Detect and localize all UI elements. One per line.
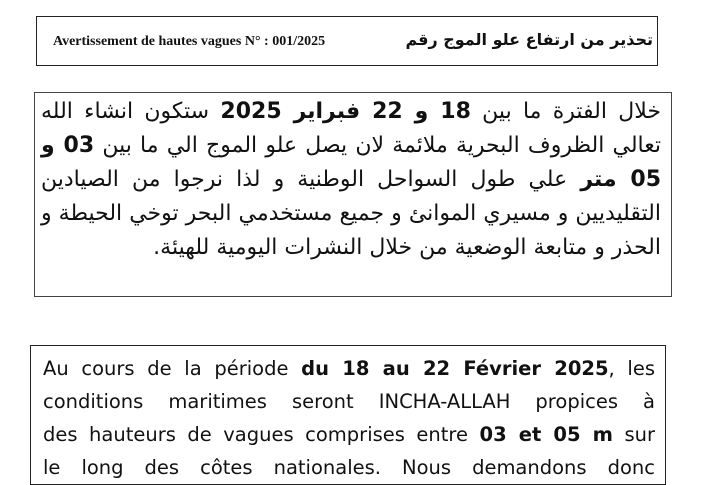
french-line-1 (43, 352, 655, 385)
french-line-2: conditions maritimes seront INCHA-ALLAH propices à (43, 390, 655, 413)
title-box (36, 16, 658, 66)
arabic-seg-1: خلال الفترة ما بين (470, 99, 661, 124)
arabic-dates: 18 و 22 فبراير 2025 (220, 99, 471, 124)
arabic-notice-box (34, 92, 672, 297)
arabic-wave-height: 03 و 05 متر (41, 133, 662, 192)
french-line-3 (43, 418, 655, 451)
arabic-notice-text (41, 95, 661, 265)
french-line-1-end: , les (608, 357, 655, 380)
french-line-1-start: Au cours de la période (43, 357, 302, 380)
french-line-3-end: sur (612, 423, 655, 446)
french-dates: du 18 au 22 Février 2025 (301, 357, 609, 380)
arabic-seg-3: ستكون انشاء الله تعالي الظروف البحرية ملائمة لان يصل علو الموج الي ما بين (41, 99, 661, 158)
french-line-3-start: des hauteurs de vagues comprises entre (43, 423, 480, 446)
french-wave-height: 03 et 05 m (479, 423, 613, 446)
french-notice-text (43, 352, 655, 484)
french-notice-box (30, 345, 666, 485)
french-line-4: le long des côtes nationales. Nous demandons donc (43, 456, 655, 479)
arabic-seg-5: علي طول السواحل الوطنية و لذا نرجوا من الصيادين التقليديين و مسيري الموانئ و جميع مستخدمي البحر توخي الحيطة و الحذر و متابعة الوضعية من خلال النشرات اليومية للهيئة. (41, 167, 661, 260)
title-arabic: تحذير من ارتفاع علو الموج رقم (405, 30, 653, 49)
title-french: Avertissement de hautes vagues N° : 001/2025 (53, 34, 326, 49)
